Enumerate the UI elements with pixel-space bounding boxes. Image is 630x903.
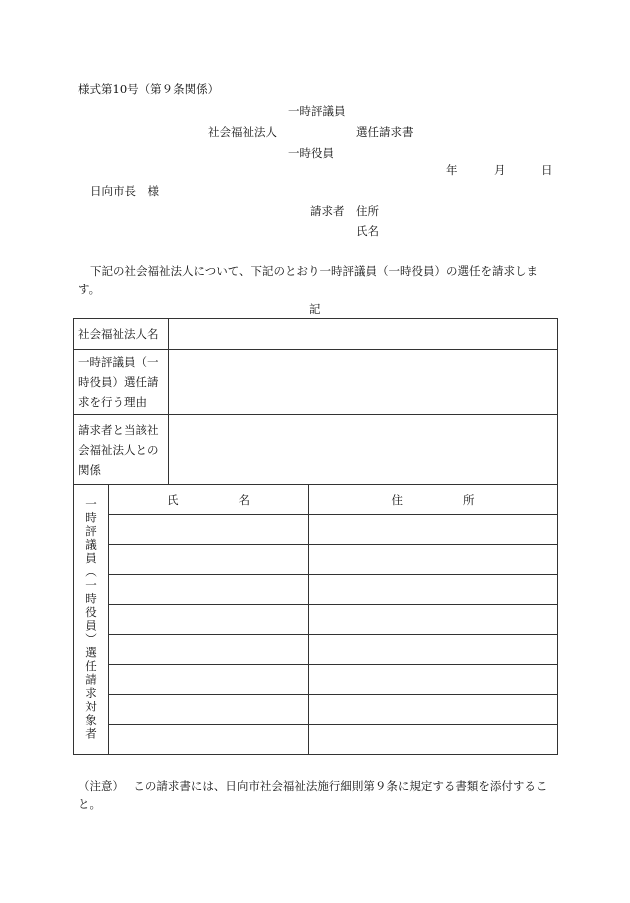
- addressee: 日向市長 様: [90, 184, 159, 198]
- requester-name-label: 氏名: [356, 224, 379, 238]
- person-address-cell[interactable]: [309, 665, 558, 695]
- corp-name-label: 社会福祉法人名: [74, 319, 169, 350]
- person-name-cell[interactable]: [109, 515, 309, 545]
- reason-cell[interactable]: [169, 350, 558, 415]
- target-persons-label: 一時評議員（一時役員）選任請求対象者: [74, 485, 109, 755]
- relationship-label: 請求者と当該社会福祉法人との関係: [74, 415, 169, 485]
- request-table: [73, 318, 558, 755]
- address-header-char-1: 住: [391, 492, 403, 507]
- person-name-cell[interactable]: [109, 575, 309, 605]
- note-label: （注意）: [78, 779, 119, 793]
- requester-label: 請求者: [310, 204, 345, 218]
- person-address-cell[interactable]: [309, 695, 558, 725]
- note: [78, 777, 560, 813]
- person-address-cell[interactable]: [309, 545, 558, 575]
- title-document-name: 選任請求書: [356, 125, 414, 139]
- title-line-3: 一時役員: [288, 146, 334, 160]
- requester-address-label: 住所: [356, 204, 379, 218]
- title-line-1: 一時評議員: [288, 104, 346, 118]
- person-address-cell[interactable]: [309, 635, 558, 665]
- person-address-cell[interactable]: [309, 515, 558, 545]
- name-header-char-2: 名: [238, 492, 250, 507]
- date-year: 年: [446, 163, 458, 177]
- person-name-cell[interactable]: [109, 545, 309, 575]
- note-text: この請求書には、日向市社会福祉法施行細則第９条に規定する書類を添付すること。: [78, 779, 548, 811]
- person-name-cell[interactable]: [109, 665, 309, 695]
- person-address-cell[interactable]: [309, 725, 558, 755]
- date-month: 月: [494, 163, 506, 177]
- date-day: 日: [541, 163, 553, 177]
- form-number: 様式第10号（第９条関係）: [78, 82, 220, 96]
- address-column-header: [309, 485, 558, 515]
- person-address-cell[interactable]: [309, 605, 558, 635]
- name-header-char-1: 氏: [167, 492, 179, 507]
- person-name-cell[interactable]: [109, 695, 309, 725]
- person-name-cell[interactable]: [109, 725, 309, 755]
- relationship-cell[interactable]: [169, 415, 558, 485]
- corp-name-cell[interactable]: [169, 319, 558, 350]
- person-name-cell[interactable]: [109, 635, 309, 665]
- address-header-char-2: 所: [463, 492, 475, 507]
- title-corp-label: 社会福祉法人: [208, 125, 277, 139]
- reason-label: 一時評議員（一時役員）選任請求を行う理由: [74, 350, 169, 415]
- person-name-cell[interactable]: [109, 605, 309, 635]
- body-paragraph: 下記の社会福祉法人について、下記のとおり一時評議員（一時役員）の選任を請求します。: [78, 264, 539, 296]
- ki-heading: 記: [309, 302, 321, 316]
- name-column-header: [109, 485, 309, 515]
- person-address-cell[interactable]: [309, 575, 558, 605]
